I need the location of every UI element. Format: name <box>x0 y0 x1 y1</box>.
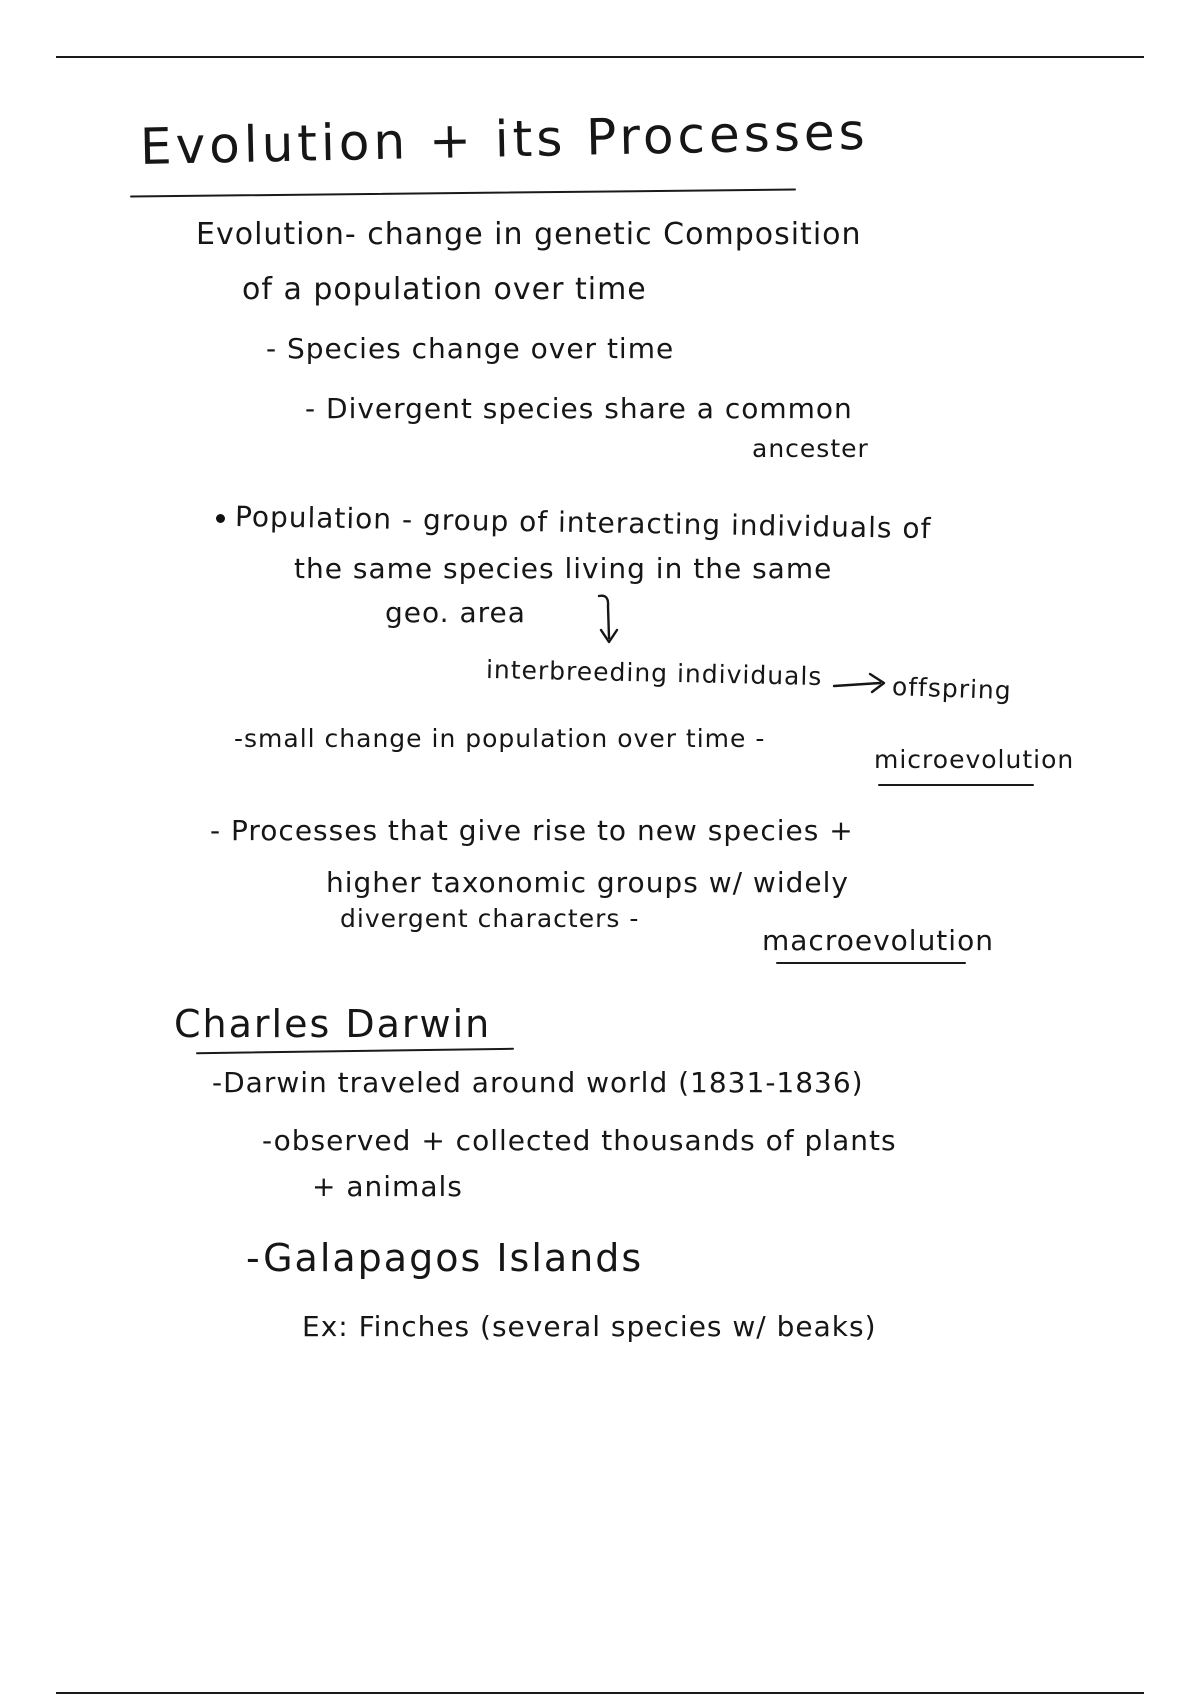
evolution-point-species-change: - Species change over time <box>266 332 675 365</box>
arrow-down-icon <box>595 592 631 648</box>
page-title: Evolution + its Processes <box>139 102 870 176</box>
population-line2: the same species living in the same <box>294 552 833 585</box>
microevolution-underline <box>878 784 1034 786</box>
bottom-rule <box>56 1692 1144 1694</box>
macroevolution-line2: higher taxonomic groups w/ widely <box>326 866 849 899</box>
macroevolution-underline <box>776 962 966 964</box>
darwin-travel: -Darwin traveled around world (1831-1836) <box>212 1066 864 1099</box>
darwin-heading-underline <box>196 1048 514 1054</box>
finches-example: Ex: Finches (several species w/ beaks) <box>302 1310 877 1343</box>
evolution-definition-line1: Evolution- change in genetic Composition <box>196 217 862 252</box>
darwin-observed-line1: -observed + collected thousands of plants <box>262 1124 897 1157</box>
evolution-definition-line2: of a population over time <box>242 272 647 307</box>
macroevolution-line1: - Processes that give rise to new species + <box>210 814 854 847</box>
top-rule <box>56 56 1144 58</box>
evolution-point-divergent-cont: ancester <box>752 434 869 463</box>
offspring-label: offspring <box>891 672 1013 706</box>
population-line1: Population - group of interacting individuals of <box>234 500 932 546</box>
darwin-observed-line2: + animals <box>312 1170 463 1203</box>
galapagos-islands: -Galapagos Islands <box>246 1236 644 1280</box>
macroevolution-line3: divergent characters - <box>340 904 640 933</box>
title-underline <box>130 189 796 198</box>
interbreeding-individuals: interbreeding individuals <box>485 655 823 692</box>
evolution-point-divergent: - Divergent species share a common <box>305 392 853 425</box>
bullet-dot-icon <box>216 514 225 523</box>
population-line3: geo. area <box>385 596 526 629</box>
microevolution-term: microevolution <box>874 745 1075 774</box>
macroevolution-term: macroevolution <box>762 924 994 957</box>
microevolution-description: -small change in population over time - <box>234 724 766 753</box>
darwin-heading: Charles Darwin <box>174 1002 492 1046</box>
arrow-right-icon <box>832 670 890 696</box>
